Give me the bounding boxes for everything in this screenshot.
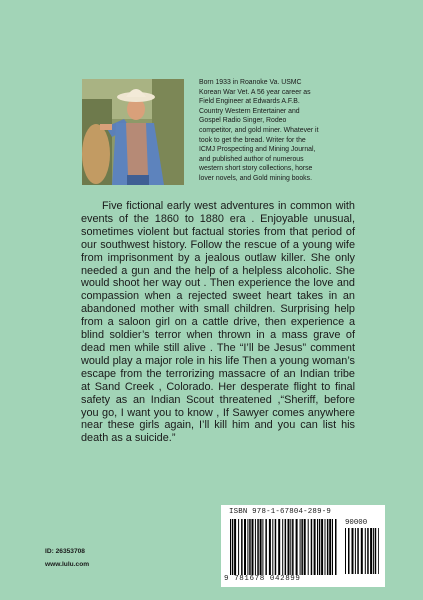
barcode-bar <box>373 528 374 574</box>
barcode-bar <box>265 519 267 575</box>
barcode-bar <box>321 519 323 575</box>
blurb-text: Five fictional early west adventures in common with events of the 1860 to 1880 era . Enjoyable unusual, sometimes violent but factual stories from that period of our southwest history. Follow the rescue of a young wife from imprisonment by a jealous outlaw killer. She only needed a gun and the help of a helpless alcoholic. She would shoot her way out . Then experience the love and compassion when a rejected sweet heart takes in an abandoned mother with small children. Surprising help from a saloon girl on a cattle drive, then experience a blind soldier’s terror when thrown in a mass grave of dead men while still alive . The “I’ll be Jesus” comment would play a major role in his life Then a young woman’s escape from the terrorizing massacre of an Indian tribe at Sand Creek , Colorado. Her desperate flight to final safety as an Indian Scout threatened ,“Sheriff, before you go, I want you to know , If Sawyer comes anywhere near these girls again, I’ll kill him and you can list his death as a suicide.” <box>81 200 355 445</box>
barcode-bar <box>314 519 316 575</box>
barcode-bar <box>260 519 262 575</box>
barcode-bar <box>296 519 298 575</box>
author-bio: Born 1933 in Roanoke Va. USMC Korean War Vet. A 56 year career as Field Engineer at Edwards A.F.B. Country Western Entertainer and Gospel Radio Singer, Rodeo competitor, and gold miner. Whatever it took to get the bread. Writer for the ICMJ Prospecting and Mining Journal, and published author of numerous western short story collections, horse lover novels, and Gold mining books. <box>199 79 319 182</box>
barcode-bar <box>238 519 239 575</box>
barcode-bar <box>275 519 277 575</box>
barcode-bar <box>304 519 306 575</box>
barcode-bar <box>317 519 318 575</box>
barcode-bar <box>355 528 356 574</box>
barcode-bar <box>345 528 346 574</box>
barcode-bar <box>361 528 363 574</box>
barcode-bar <box>332 519 333 575</box>
barcode-bar <box>335 519 337 575</box>
barcode-bar <box>282 519 283 575</box>
barcode-bar <box>257 519 259 575</box>
barcode-bar <box>300 519 301 575</box>
barcode-bar <box>329 519 331 575</box>
barcode-bar <box>327 519 329 575</box>
publisher-site: www.lulu.com <box>45 561 90 568</box>
barcode-bar <box>311 519 313 575</box>
price-addon-bars <box>345 528 379 576</box>
barcode-bar <box>352 528 354 574</box>
barcode-bar <box>241 519 243 575</box>
barcode-bar <box>348 528 350 574</box>
barcode-bar <box>370 528 372 574</box>
barcode-bar <box>255 519 256 575</box>
barcode-bar <box>269 519 271 575</box>
barcode-bar <box>262 519 263 575</box>
barcode-bar <box>375 528 377 574</box>
isbn-label: ISBN 978-1-67804-289-9 <box>229 508 331 516</box>
barcode-digits: 9 781678 042899 <box>224 575 301 583</box>
barcode-bar <box>290 519 291 575</box>
barcode-bar <box>230 519 231 575</box>
isbn-barcode <box>221 505 385 587</box>
barcode-bar <box>232 519 234 575</box>
barcode-bar <box>278 519 280 575</box>
barcode-bar <box>234 519 236 575</box>
publisher-id: ID: 26353708 <box>45 548 85 555</box>
barcode-bar <box>292 519 294 575</box>
author-photo <box>82 79 184 185</box>
barcode-bar <box>378 528 379 574</box>
barcode-bar <box>357 528 359 574</box>
barcode-bar <box>247 519 248 575</box>
barcode-bar <box>288 519 290 575</box>
barcode-bar <box>252 519 254 575</box>
barcode-bar <box>367 528 369 574</box>
price-code: 90000 <box>345 519 368 527</box>
back-cover-blurb <box>81 200 355 445</box>
barcode-bar <box>272 519 273 575</box>
barcode-bar <box>325 519 326 575</box>
author-photo-icon <box>82 79 184 185</box>
barcode-bar <box>319 519 321 575</box>
barcode-bar <box>249 519 251 575</box>
barcode-bar <box>285 519 287 575</box>
barcode-bar <box>308 519 309 575</box>
barcode-bar <box>301 519 303 575</box>
barcode-bar <box>365 528 366 574</box>
ean-barcode-bars <box>230 519 340 577</box>
barcode-bar <box>244 519 246 575</box>
